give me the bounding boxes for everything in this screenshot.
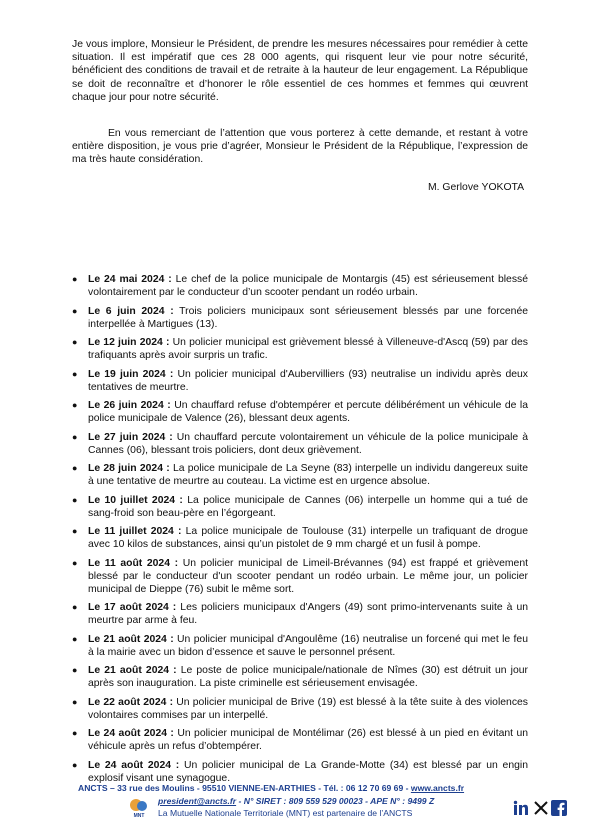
bullet-icon: ● [72, 337, 78, 347]
list-item [72, 696, 528, 722]
website-link[interactable]: www.ancts.fr [410, 783, 465, 793]
closing-paragraph-2: En vous remerciant de l’attention que vous porterez à cette demande, et restant à votre entière disposition, je vous prie d’agréer, Monsieur le Président de la République, l’expression de ma très haute considération. [72, 128, 528, 166]
list-item [72, 462, 529, 488]
bullet-icon: ● [72, 431, 78, 442]
event-date: Le 11 juillet 2024 : [88, 526, 182, 537]
event-text: Un chauffard percute volontairement un véhicule de la police municipale à Cannes (06), blessant trois policiers, dont deux grièvement. [88, 431, 528, 456]
list-item [72, 494, 528, 520]
bullet-icon: ● [72, 602, 78, 613]
bullet-icon: ● [72, 728, 78, 739]
event-date: Le 24 août 2024 : [88, 728, 174, 740]
footer-address-text: ANCTS – 33 rue des Moulins - 95510 VIENNE-EN-ARTHIES - Tél. : 06 12 70 69 69 - [78, 783, 411, 793]
event-text: Un policier municipal d'Angoulême (16) neutralise un forcené qui met le feu à la mairie avec un bidon d’essence et sauve le personnel présent. [88, 633, 528, 658]
footer-partner: La Mutuelle Nationale Territoriale (MNT) est partenaire de l’ANCTS [158, 808, 413, 818]
event-date: Le 19 juin 2024 : [88, 368, 174, 380]
list-item [72, 633, 528, 659]
list-item [72, 305, 529, 331]
event-text: Le poste de police municipale/nationale de Nîmes (30) est détruit un jour après son inauguration. La piste criminelle est sérieusement envisagée. [88, 665, 528, 690]
list-item [72, 601, 529, 627]
event-text: Un policier municipal de Montélimar (26) est blessé à un pied en évitant un véhicule après un refus d’obtempérer. [88, 728, 529, 753]
event-text: Un policier municipal d'Aubervilliers (93) neutralise un individu après deux tentatives de meurtre. [88, 368, 528, 393]
event-date: Le 12 juin 2024 : [88, 337, 170, 348]
event-text: Un policier municipal de La Grande-Motte (34) est blessé par un engin explosif visant une synagogue. [88, 759, 528, 784]
bullet-icon: ● [72, 696, 78, 707]
bullet-icon: ● [72, 633, 78, 644]
event-date: Le 11 août 2024 : [88, 557, 179, 569]
incident-list [72, 273, 529, 790]
list-item [72, 727, 529, 753]
list-item [72, 664, 528, 690]
event-text: Le chef de la police municipale de Montargis (45) est sérieusement blessé volontairement par le conducteur d’un scooter pendant un rodéo urbain. [88, 274, 529, 299]
bullet-icon: ● [72, 665, 78, 676]
event-date: Le 27 juin 2024 : [88, 431, 173, 443]
footer-legal: - N° SIRET : 809 559 529 00023 - APE N° : 9499 Z [236, 796, 435, 806]
mnt-logo-text: MNT [133, 813, 145, 819]
event-date: Le 26 juin 2024 : [88, 400, 171, 411]
event-date: Le 28 juin 2024 : [88, 463, 170, 474]
event-text: La police municipale de Cannes (06) interpelle un homme qui a tué de sang-froid son beau-père en l’égorgeant. [88, 494, 528, 519]
event-date: Le 6 juin 2024 : [88, 305, 174, 317]
bullet-icon: ● [72, 368, 78, 379]
event-date: Le 17 août 2024 : [88, 602, 177, 614]
event-text: Les policiers municipaux d'Angers (49) sont primo-intervenants suite à un meurtre par arme à feu. [88, 602, 529, 627]
event-date: Le 24 mai 2024 : [88, 274, 172, 285]
mnt-logo-icon [128, 797, 150, 819]
facebook-icon[interactable] [551, 800, 567, 816]
list-item [72, 557, 529, 597]
event-text: Un policier municipal de Brive (19) est blessé à la tête suite à des violences volontaires commises par un interpellé. [88, 696, 528, 721]
bullet-icon: ● [72, 759, 78, 770]
event-text: Un policier municipal de Limeil-Brévannes (94) est frappé et grièvement blessé par le conducteur d'un scooter pendant un rodéo urbain. Le même jour, un policier municipal de Dieppe (76) subit le même sort. [88, 557, 529, 595]
bullet-icon: ● [72, 463, 78, 473]
list-item [72, 336, 528, 362]
footer-contact [158, 796, 434, 807]
x-icon[interactable] [533, 800, 549, 816]
event-text: La police municipale de Toulouse (31) interpelle un trafiquant de drogue avec 10 kilos de substances, ainsi qu’un pistolet de 9 mm chargé et un fusil à pompe. [88, 526, 528, 551]
event-text: Un chauffard refuse d'obtempérer et percute délibérément un véhicule de la police municipale de Valence (26), blessant deux agents. [88, 400, 528, 425]
list-item [72, 368, 528, 394]
email-link[interactable]: president@ancts.fr [158, 796, 237, 806]
linkedin-icon[interactable] [513, 800, 529, 816]
list-item [72, 525, 528, 551]
event-text: Un policier municipal est grièvement blessé à Villeneuve-d'Ascq (59) par des trafiquants après avoir surpris un trafic. [88, 337, 528, 362]
event-date: Le 21 août 2024 : [88, 633, 174, 645]
event-date: Le 24 août 2024 : [88, 759, 180, 771]
bullet-icon: ● [72, 557, 78, 568]
list-item [72, 273, 529, 299]
list-item [72, 759, 528, 785]
list-item [72, 431, 528, 457]
bullet-icon: ● [72, 274, 78, 284]
bullet-icon: ● [72, 526, 78, 536]
bullet-icon: ● [72, 494, 78, 505]
closing-paragraph-1: Je vous implore, Monsieur le Président, de prendre les mesures nécessaires pour remédier à cette situation. Il est impératif que ces 28 000 agents, qui risquent leur vie pour notre sécurité, bénéficient des conditions de travail et de retraite à la hauteur de leur engagement. La République se doit de reconnaître et d’honorer le rôle essentiel de ces hommes et femmes qui œuvrent chaque jour pour notre sécurité. [72, 39, 528, 103]
event-date: Le 10 juillet 2024 : [88, 494, 183, 506]
event-date: Le 21 août 2024 : [88, 665, 177, 677]
bullet-icon: ● [72, 305, 78, 316]
bullet-icon: ● [72, 400, 78, 410]
list-item [72, 399, 528, 425]
event-text: Trois policiers municipaux sont sérieusement blessés par une forcenée interpellée à Martigues (13). [88, 305, 529, 330]
event-date: Le 22 août 2024 : [88, 696, 174, 708]
event-text: La police municipale de La Seyne (83) interpelle un individu dangereux suite à une tentative de meurtre au couteau. La victime est en urgence absolue. [88, 463, 529, 488]
footer-address [78, 783, 464, 794]
signature: M. Gerlove YOKOTA [428, 182, 525, 193]
